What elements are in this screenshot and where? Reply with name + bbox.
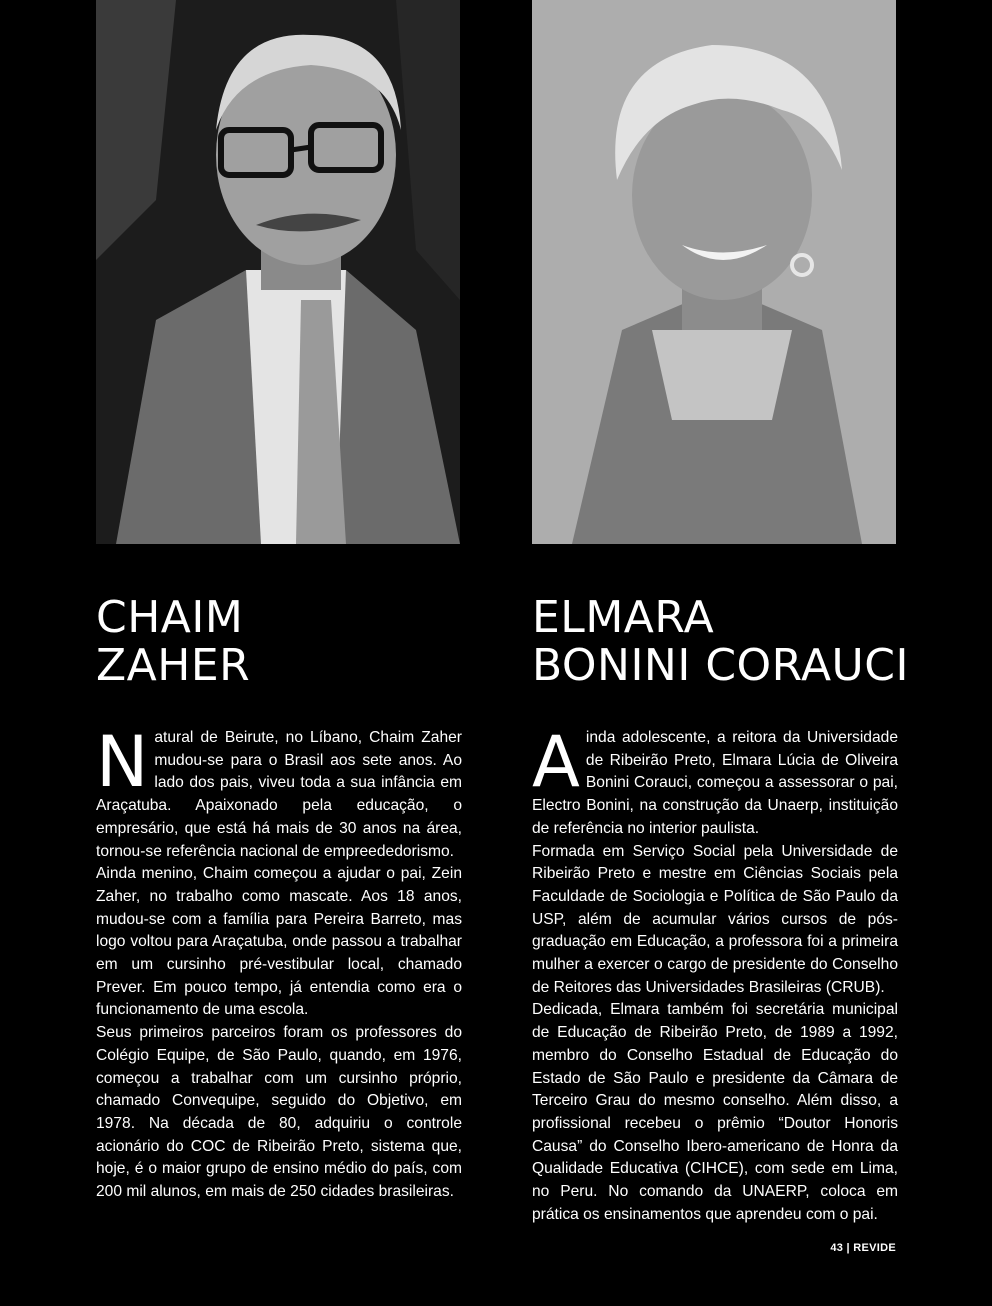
name-line: CHAIM	[96, 592, 244, 643]
article-paragraph	[96, 721, 462, 863]
portrait-elmara-bonini-corauci	[532, 0, 896, 544]
name-line: BONINI CORAUCI	[532, 640, 909, 691]
article-paragraph: Dedicada, Elmara também foi secretária municipal de Educação de Ribeirão Preto, de 1989 a 1992, membro do Conselho Estadual de Educação do Estado de São Paulo e presidente da Câmara de Terceiro Grau do mesmo conselho. Além disso, a profissional recebeu o prêmio “Doutor Honoris Causa” do Conselho Ibero-americano de Honra da Qualidade Educativa (CIHCE), com sede em Lima, no Peru. No comando da UNAERP, coloca em prática os ensinamentos que aprendeu com o pai.	[532, 1001, 898, 1223]
portrait-chaim-zaher	[96, 0, 460, 544]
article-column-chaim-zaher	[96, 721, 462, 1204]
article-column-elmara-bonini-corauci	[532, 721, 898, 1226]
article-paragraph: Formada em Serviço Social pela Universidade de Ribeirão Preto e mestre em Ciências Sociais pela Faculdade de Sociologia e Política de São Paulo da USP, além de acumular vários cursos de pós-graduação em Educação, a professora foi a primeira mulher a exercer o cargo de presidente do Conselho de Reitores das Universidades Brasileiras (CRUB).	[532, 842, 898, 996]
name-heading-elmara-bonini-corauci	[532, 594, 912, 690]
article-paragraph: Seus primeiros parceiros foram os professores do Colégio Equipe, de São Paulo, quando, em 1976, começou a trabalhar com um cursinho próprio, chamado Convequipe, seguido do Objetivo, em 1978. Na década de 80, adquiriu o controle acionário do COC de Ribeirão Preto, sistema que, hoje, é o maior grupo de ensino médio do país, com 200 mil alunos, em mais de 250 cidades brasileiras.	[96, 1024, 462, 1201]
name-heading-chaim-zaher	[96, 594, 460, 690]
drop-cap: A	[532, 721, 580, 803]
article-paragraph: Ainda menino, Chaim começou a ajudar o pai, Zein Zaher, no trabalho como mascate. Aos 18 anos, mudou-se com a família para Pereira Barreto, mas logo voltou para Araçatuba, onde passou a trabalhar em um cursinho pré-vestibular local, chamado Prever. Em pouco tempo, já entendia como era o funcionamento de uma escola.	[96, 865, 462, 1019]
article-paragraph	[532, 721, 898, 841]
paragraph-text: inda adolescente, a reitora da Universidade de Ribeirão Preto, Elmara Lúcia de Oliveira Bonini Corauci, começou a assessorar o pai, Electro Bonini, na construção da Unaerp, instituição de referência no interior paulista.	[532, 729, 898, 837]
name-line: ZAHER	[96, 640, 251, 691]
name-line: ELMARA	[532, 592, 715, 643]
drop-cap: N	[96, 721, 149, 803]
paragraph-text: atural de Beirute, no Líbano, Chaim Zaher mudou-se para o Brasil aos sete anos. Ao lado dos pais, viveu toda a sua infância em Araçatuba. Apaixonado pela educação, o empresário, que está há mais de 30 anos na área, tornou-se referência nacional de empreededorismo.	[96, 729, 462, 860]
page-number-footer: 43 | REVIDE	[830, 1242, 896, 1254]
